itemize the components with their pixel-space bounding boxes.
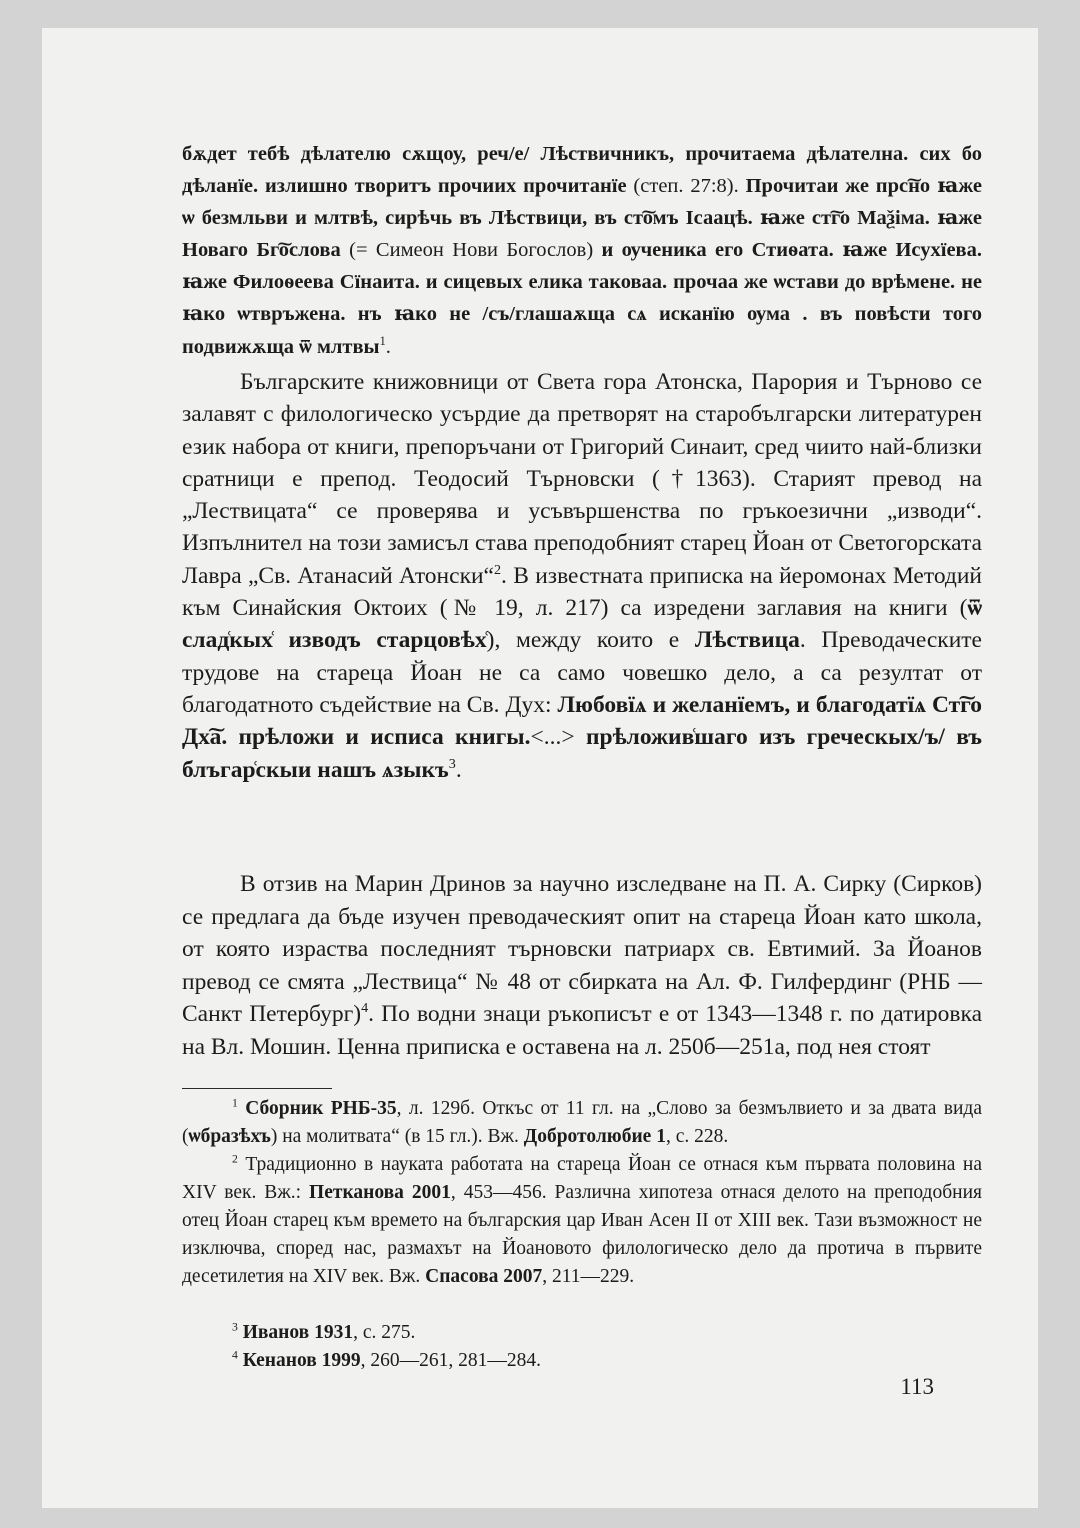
quote-end: . <box>385 335 391 358</box>
para2-ellipsis: <...> <box>530 724 575 751</box>
footnote-ref-2: 2 <box>494 561 502 578</box>
quote-text-1: бѫдет тебѣ дѣлателю сѫщоу, реч/е/ Лѣствичникъ, прочитаема дѣлателна. сих бо дѣланїе. излишно творитъ прочиих прочитанїе <box>182 143 982 198</box>
footnote-2-text-1: Традиционно в науката работата на стареца Йоан се отнася към първата половина на XIV век. Вж.: <box>182 1154 982 1203</box>
book-page <box>42 28 1038 1508</box>
para2-text-e: . <box>455 756 462 783</box>
footnote-4-source: Кенанов 1999 <box>237 1350 361 1371</box>
footnote-1-source: Сборник РНБ-35 <box>245 1098 397 1119</box>
para2-slavonic-1: ѿ слад͑кых͑ изводъ старцовѣх͑ <box>182 595 982 654</box>
para2-slavonic-4: прѣложив͑шаго изъ греческых/ъ/ въ блъгар͑скыи нашъ ѧзыкъ <box>182 724 983 783</box>
footnote-1-source-2: Добротолюбие 1 <box>523 1126 666 1147</box>
footnote-2 <box>182 1151 982 1291</box>
footnote-2-number: 2 <box>232 1152 238 1166</box>
para3-text-a: В отзив на Марин Дринов за научно изследване на П. А. Сирку (Сирков) се предлага да бъде изучен преводаческият опит на стареца Йоан като школа, от която израства последният търновски патриарх св. Евтимий. За Йоанов превод се смята „Лествица“ № 48 от сбирката на Ал. Ф. Гилфердинг (РНБ — Санкт Петербург) <box>182 871 982 1027</box>
quote-ref: (степ. 27:8). <box>626 175 746 198</box>
footnote-3-text: , с. 275. <box>353 1322 416 1343</box>
footnote-4 <box>182 1347 982 1375</box>
footnote-1-number: 1 <box>232 1096 238 1110</box>
footnote-1-slavonic: ѡбразѣхъ <box>188 1126 271 1147</box>
quote-text-3: и ѹченика его Стиѳата. ꙗже Исухїева. ꙗже Филоѳеева Сїнаита. и сицевых елика таковаа. прочаа же ѡстави до врѣмене. не ꙗко ѡтвръжена. нъ ꙗко не /съ/глашаѫща сѧ исканїю ѹма . въ повѣсти того подвижѫща ѿ млтвы <box>182 239 982 358</box>
paragraph-2 <box>182 366 982 786</box>
footnote-3-source: Иванов 1931 <box>237 1322 354 1343</box>
para2-text-b: . В известната приписка на йеромонах Методий към Синайския Октоих (№ 19, л. 217) са изредени заглавия на книги ( <box>182 562 982 622</box>
footnote-ref-4: 4 <box>361 1000 369 1017</box>
footnote-1-text-3: , с. 228. <box>665 1126 729 1147</box>
paragraph-3 <box>182 868 982 1063</box>
quote-paren: (= Симеон Нови Богослов) <box>340 239 602 262</box>
footnote-4-number: 4 <box>232 1348 238 1362</box>
page-number: 113 <box>900 1374 934 1399</box>
para2-text-c: ), между които е <box>486 627 695 654</box>
footnote-3 <box>182 1319 982 1347</box>
footnote-1-text-2: ) на молитвата“ (в 15 гл.). Вж. <box>270 1126 524 1147</box>
footnote-2-text-2: , 453—456. Различна хипотеза отнася делото на преподобния отец Йоан старец към времето на българския цар Иван Асен II от XIII век. Тази възможност не изключва, според нас, размахът на Йоановото филологическо дело да протича в първите десетилетия на XIV век. Вж. <box>182 1182 982 1287</box>
footnote-3-number: 3 <box>232 1320 238 1334</box>
para2-text-a: Българските книжовници от Света гора Атонска, Парория и Търново се залавят с филологическо усърдие да претворят на старобългарски литературен език набора от книги, препоръчани от Григорий Синаит, сред чиито най-близки сратници е препод. Теодосий Търновски (†1363). Старият превод на „Лествицата“ се проверява и усъвършенства по гръкоезични „изводи“. Изпълнител на този замисъл става преподобният старец Йоан от Светогорската Лавра „Св. Атанасий Атонски“ <box>182 369 982 589</box>
para2-slavonic-2: Лѣствица <box>694 627 800 654</box>
footnote-1 <box>182 1095 982 1151</box>
footnote-1-text-1: , л. 129б. Откъс от 11 гл. на „Слово за безмълвието и за двата вида ( <box>182 1098 982 1147</box>
footnote-ref-3: 3 <box>448 755 456 772</box>
footnote-separator <box>182 1088 332 1089</box>
para2-text-d: . Преводаческите трудове на стареца Йоан не са само човешко дело, а са резултат от благодатното съдействие на Св. Дух: <box>182 627 982 718</box>
church-slavonic-quote <box>182 138 982 363</box>
para3-text-b: . По водни знаци ръкописът е от 1343—1348 г. по датировка на Вл. Мошин. Ценна приписка е оставена на л. 250б—251а, под нея стоят <box>182 1001 983 1060</box>
quote-text-2: Прочитаи же прс͠но ꙗже ѡ безмльви и млтвѣ, сирѣчь въ Лѣствици, въ ст͠омъ Ісаацѣ. ꙗже ст͠го Маѯіма. ꙗже Новаго Бг͠ослова <box>182 175 983 262</box>
para2-slavonic-3: Любовїѧ и желанїемъ, и благодатїѧ Ст͠го Дх͠а. прѣложи и исписа книгы. <box>182 691 982 751</box>
footnote-2-text-3: , 211—229. <box>542 1266 635 1287</box>
footnote-4-text: , 260—261, 281—284. <box>360 1350 542 1371</box>
footnote-2-source-2: Спасова 2007 <box>425 1266 543 1287</box>
footnote-2-source-1: Петканова 2001 <box>309 1182 451 1203</box>
footnote-ref-1: 1 <box>379 333 386 348</box>
